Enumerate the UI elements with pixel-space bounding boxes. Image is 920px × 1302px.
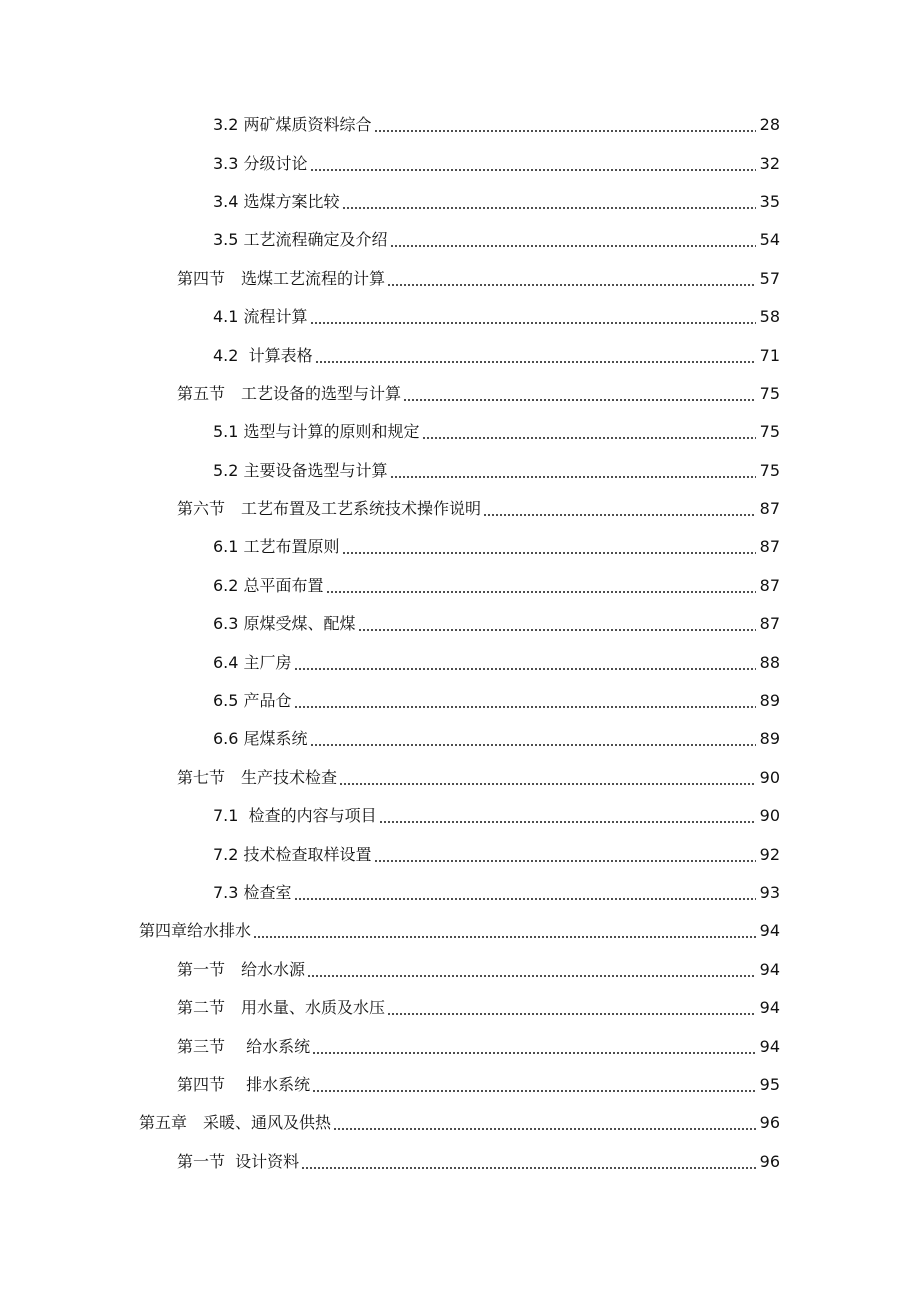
toc-entry-page: 58 bbox=[759, 307, 780, 327]
toc-entry-page: 90 bbox=[759, 806, 780, 826]
toc-entry-title: 3.3 分级讨论 bbox=[213, 153, 308, 173]
toc-entry-title: 3.4 选煤方案比较 bbox=[213, 191, 340, 211]
dot-leader bbox=[310, 322, 756, 324]
dot-leader bbox=[387, 1013, 756, 1015]
toc-entry-section-7[interactable] bbox=[0, 759, 920, 797]
toc-entry-page: 93 bbox=[759, 883, 780, 902]
dot-leader bbox=[294, 898, 756, 900]
toc-entry-page: 94 bbox=[759, 921, 780, 941]
toc-entry-page: 54 bbox=[759, 230, 780, 250]
toc-entry-page: 75 bbox=[759, 460, 780, 480]
toc-entry-page: 75 bbox=[759, 422, 780, 442]
toc-entry-title: 第一节 设计资料 bbox=[177, 1151, 300, 1171]
toc-entry-page: 88 bbox=[759, 652, 780, 672]
toc-entry-page: 94 bbox=[759, 998, 780, 1018]
toc-entry-page: 71 bbox=[759, 345, 780, 365]
dot-leader bbox=[342, 207, 756, 209]
toc-entry-page: 75 bbox=[759, 383, 780, 403]
toc-entry-title: 6.4 主厂房 bbox=[213, 652, 292, 672]
toc-entry-title: 3.2 两矿煤质资料综合 bbox=[213, 115, 372, 135]
toc-entry-ch4-section-4[interactable] bbox=[0, 1066, 920, 1104]
toc-entry-6-4[interactable] bbox=[0, 643, 920, 681]
dot-leader bbox=[326, 591, 756, 593]
toc-entry-3-5[interactable] bbox=[0, 221, 920, 259]
toc-entry-6-6[interactable] bbox=[0, 720, 920, 758]
toc-entry-7-1[interactable] bbox=[0, 797, 920, 835]
toc-entry-page: 32 bbox=[759, 153, 780, 173]
dot-leader bbox=[422, 437, 756, 439]
toc-entry-title: 第六节 工艺布置及工艺系统技术操作说明 bbox=[177, 499, 482, 519]
dot-leader bbox=[312, 1090, 756, 1092]
toc-entry-title: 第七节 生产技术检查 bbox=[177, 767, 338, 787]
toc-entry-page: 96 bbox=[759, 1113, 780, 1133]
table-of-contents bbox=[0, 106, 920, 1181]
toc-entry-title: 5.1 选型与计算的原则和规定 bbox=[213, 422, 420, 442]
toc-entry-page: 57 bbox=[759, 268, 780, 288]
dot-leader bbox=[374, 130, 756, 132]
toc-entry-title: 第一节 给水水源 bbox=[177, 959, 306, 979]
toc-entry-section-5[interactable] bbox=[0, 375, 920, 413]
toc-entry-page: 87 bbox=[759, 614, 780, 634]
toc-entry-3-4[interactable] bbox=[0, 183, 920, 221]
dot-leader bbox=[294, 706, 756, 708]
toc-entry-chapter-5[interactable] bbox=[0, 1104, 920, 1142]
toc-entry-5-2[interactable] bbox=[0, 452, 920, 490]
toc-entry-title: 第四章给水排水 bbox=[139, 921, 252, 941]
dot-leader bbox=[312, 1052, 756, 1054]
toc-entry-ch4-section-2[interactable] bbox=[0, 989, 920, 1027]
toc-entry-4-2[interactable] bbox=[0, 336, 920, 374]
toc-entry-title: 第四节 选煤工艺流程的计算 bbox=[177, 268, 386, 288]
toc-entry-6-2[interactable] bbox=[0, 567, 920, 605]
toc-entry-title: 6.5 产品仓 bbox=[213, 691, 292, 711]
dot-leader bbox=[390, 245, 756, 247]
toc-entry-title: 7.1 检查的内容与项目 bbox=[213, 806, 377, 826]
toc-entry-chapter-4[interactable] bbox=[0, 912, 920, 950]
dot-leader bbox=[294, 668, 756, 670]
toc-entry-3-2[interactable] bbox=[0, 106, 920, 144]
toc-entry-title: 3.5 工艺流程确定及介绍 bbox=[213, 230, 388, 250]
dot-leader bbox=[310, 169, 756, 171]
toc-entry-7-3[interactable] bbox=[0, 874, 920, 912]
toc-entry-title: 第三节 给水系统 bbox=[177, 1036, 311, 1056]
dot-leader bbox=[379, 821, 756, 823]
toc-entry-title: 7.2 技术检查取样设置 bbox=[213, 844, 372, 864]
toc-entry-ch4-section-1[interactable] bbox=[0, 951, 920, 989]
toc-entry-title: 6.3 原煤受煤、配煤 bbox=[213, 614, 356, 634]
dot-leader bbox=[310, 744, 756, 746]
toc-entry-title: 6.6 尾煤系统 bbox=[213, 729, 308, 749]
toc-entry-title: 6.1 工艺布置原则 bbox=[213, 537, 340, 557]
toc-entry-title: 4.2 计算表格 bbox=[213, 345, 313, 365]
toc-entry-6-3[interactable] bbox=[0, 605, 920, 643]
toc-entry-title: 第五节 工艺设备的选型与计算 bbox=[177, 383, 402, 403]
toc-entry-page: 94 bbox=[759, 959, 780, 979]
toc-entry-page: 28 bbox=[759, 115, 780, 135]
dot-leader bbox=[307, 975, 756, 977]
toc-entry-4-1[interactable] bbox=[0, 298, 920, 336]
dot-leader bbox=[301, 1167, 756, 1169]
toc-entry-6-1[interactable] bbox=[0, 528, 920, 566]
toc-entry-7-2[interactable] bbox=[0, 835, 920, 873]
toc-entry-title: 第二节 用水量、水质及水压 bbox=[177, 998, 386, 1018]
dot-leader bbox=[387, 284, 756, 286]
toc-entry-page: 90 bbox=[759, 767, 780, 787]
toc-entry-title: 第四节 排水系统 bbox=[177, 1074, 311, 1094]
toc-entry-title: 第五章 采暖、通风及供热 bbox=[139, 1113, 332, 1133]
toc-entry-page: 92 bbox=[759, 844, 780, 864]
toc-entry-title: 6.2 总平面布置 bbox=[213, 575, 324, 595]
toc-entry-page: 87 bbox=[759, 537, 780, 557]
dot-leader bbox=[403, 399, 756, 401]
dot-leader bbox=[253, 936, 756, 938]
toc-entry-3-3[interactable] bbox=[0, 144, 920, 182]
toc-entry-title: 5.2 主要设备选型与计算 bbox=[213, 460, 388, 480]
toc-entry-page: 89 bbox=[759, 729, 780, 749]
dot-leader bbox=[483, 514, 756, 516]
toc-entry-5-1[interactable] bbox=[0, 413, 920, 451]
toc-entry-page: 35 bbox=[759, 191, 780, 211]
toc-entry-page: 94 bbox=[759, 1036, 780, 1056]
toc-entry-page: 87 bbox=[759, 575, 780, 595]
dot-leader bbox=[390, 476, 756, 478]
toc-entry-page: 89 bbox=[759, 691, 780, 711]
toc-entry-section-4[interactable] bbox=[0, 260, 920, 298]
toc-entry-title: 7.3 检查室 bbox=[213, 883, 292, 902]
dot-leader bbox=[374, 860, 756, 862]
toc-entry-title: 4.1 流程计算 bbox=[213, 307, 308, 327]
dot-leader bbox=[358, 629, 756, 631]
dot-leader bbox=[339, 783, 756, 785]
toc-entry-6-5[interactable] bbox=[0, 682, 920, 720]
dot-leader bbox=[315, 361, 756, 363]
dot-leader bbox=[342, 552, 756, 554]
dot-leader bbox=[333, 1128, 756, 1130]
toc-entry-section-6[interactable] bbox=[0, 490, 920, 528]
toc-entry-page: 87 bbox=[759, 499, 780, 519]
toc-entry-page: 95 bbox=[759, 1074, 780, 1094]
toc-entry-ch4-section-3[interactable] bbox=[0, 1027, 920, 1065]
toc-entry-page: 96 bbox=[759, 1151, 780, 1171]
toc-entry-ch5-section-1[interactable] bbox=[0, 1143, 920, 1181]
